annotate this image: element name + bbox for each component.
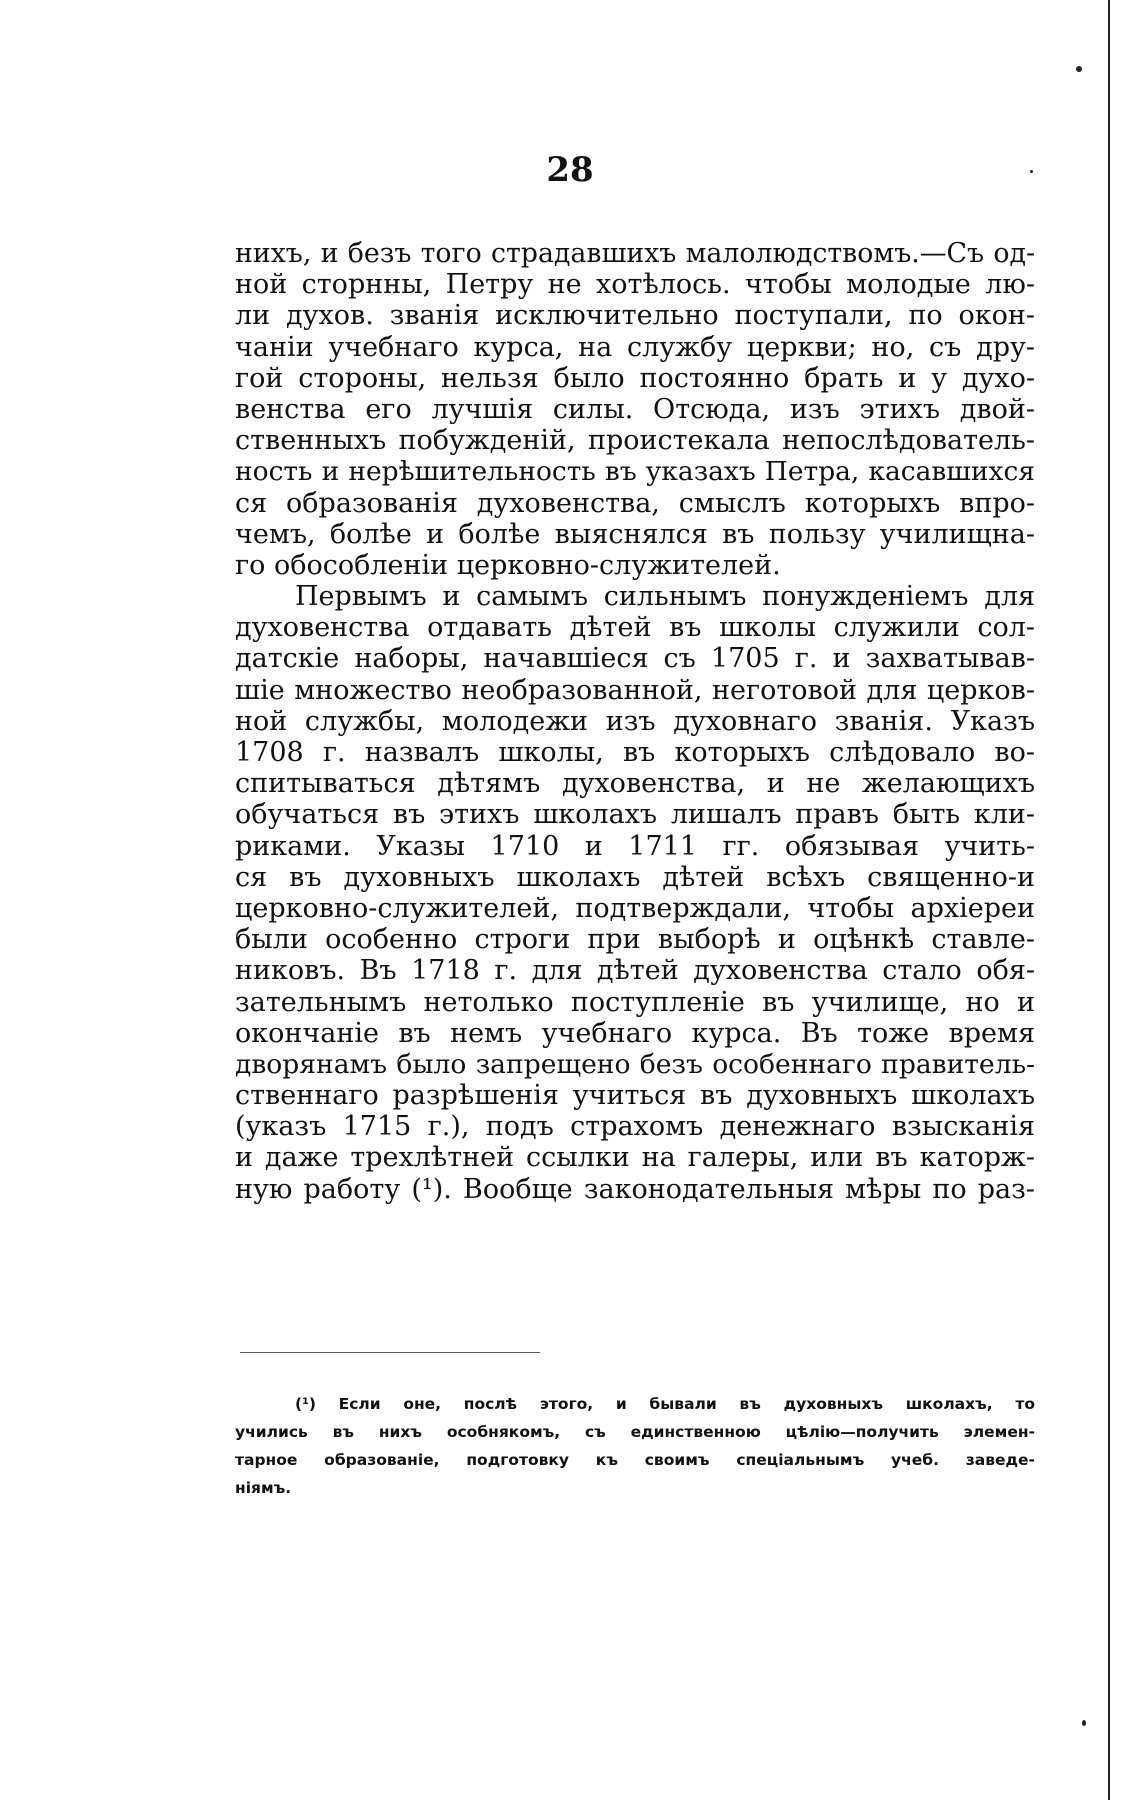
text-line: (указъ 1715 г.), подъ страхомъ денежнаго взысканія: [235, 1111, 1035, 1143]
footnote-line: тарное образованіе, подготовку къ своимъ спеціальнымъ учеб. заведе-: [235, 1451, 1035, 1469]
text-line: датскіе наборы, начавшіеся съ 1705 г. и захватывав-: [235, 643, 1035, 675]
text-line: окончаніе въ немъ учебнаго курса. Въ тоже время: [235, 1017, 1035, 1049]
text-line: 1708 г. назвалъ школы, въ которыхъ слѣдовало во-: [235, 737, 1035, 768]
text-line: спитываться дѣтямъ духовенства, и не желающихъ: [235, 768, 1035, 800]
text-line: ственныхъ побужденій, проистекала непослѣдователь-: [235, 425, 1035, 457]
text-line: никовъ. Въ 1718 г. для дѣтей духовенства стало обя-: [235, 955, 1035, 987]
text-line: нихъ, и безъ того страдавшихъ малолюдствомъ.—Съ од-: [235, 238, 1035, 269]
text-line: риками. Указы 1710 и 1711 гг. обязывая учить-: [235, 830, 1035, 862]
text-line: венства его лучшія силы. Отсюда, изъ этихъ двой-: [235, 393, 1035, 425]
text-line: ность и нерѣшительность въ указахъ Петра, касавшихся: [235, 456, 1035, 488]
text-line: церковно-служителей, подтверждали, чтобы архіереи: [235, 892, 1035, 924]
text-line: ную работу (¹). Вообще законодательныя мѣры по раз-: [235, 1173, 1035, 1205]
text-line: гой стороны, нельзя было постоянно брать и у духо-: [235, 362, 1035, 394]
text-line: чемъ, болѣе и болѣе выяснялся въ пользу училищна-: [235, 518, 1035, 550]
text-line: ли духов. званія исключительно поступали, по окон-: [235, 300, 1035, 332]
text-line: ной сторнны, Петру не хотѣлось. чтобы молодые лю-: [235, 269, 1035, 301]
text-line: ной службы, молодежи изъ духовнаго званія. Указъ: [235, 705, 1035, 737]
text-line: зательнымъ нетолько поступленіе въ училище, но и: [235, 986, 1035, 1018]
text-line: ся въ духовныхъ школахъ дѣтей всѣхъ священно-и: [235, 861, 1035, 893]
scan-speck: [1076, 66, 1082, 72]
paragraph-first-line: Первымъ и самымъ сильнымъ понужденіемъ для: [295, 581, 1035, 613]
text-line: ственнаго разрѣшенія учиться въ духовныхъ школахъ: [235, 1080, 1035, 1112]
page-number: 28: [546, 150, 594, 190]
footnote-separator: [240, 1352, 540, 1353]
text-line: обучаться въ этихъ школахъ лишалъ правъ быть кли-: [235, 799, 1035, 831]
text-line: духовенства отдавать дѣтей въ школы служили сол-: [235, 612, 1035, 644]
text-line: шіе множество необразованной, неготовой для церков-: [235, 674, 1035, 706]
scan-speck: [1082, 1720, 1086, 1726]
footnote-line: (¹) Если оне, послѣ этого, и бывали въ духовныхъ школахъ, то: [295, 1395, 1035, 1413]
footnote-line: ніямъ.: [235, 1479, 292, 1497]
text-line: чаніи учебнаго курса, на службу церкви; но, съ дру-: [235, 331, 1035, 363]
footnote-line: учились въ нихъ особнякомъ, съ единственною цѣлію—получить элемен-: [235, 1423, 1035, 1441]
paragraph-end-line: го обособленіи церковно-служителей.: [235, 549, 781, 581]
main-text: [235, 238, 1035, 1205]
text-line: дворянамъ было запрещено безъ особеннаго правитель-: [235, 1048, 1035, 1080]
scan-speck: [1030, 170, 1033, 173]
text-line: были особенно строги при выборѣ и оцѣнкѣ ставле-: [235, 924, 1035, 956]
text-line: ся образованія духовенства, смыслъ которыхъ впро-: [235, 487, 1035, 519]
page-edge-line: [1108, 0, 1110, 1800]
footnote: [235, 1390, 1035, 1502]
text-line: и даже трехлѣтней ссылки на галеры, или въ каторж-: [235, 1142, 1035, 1174]
